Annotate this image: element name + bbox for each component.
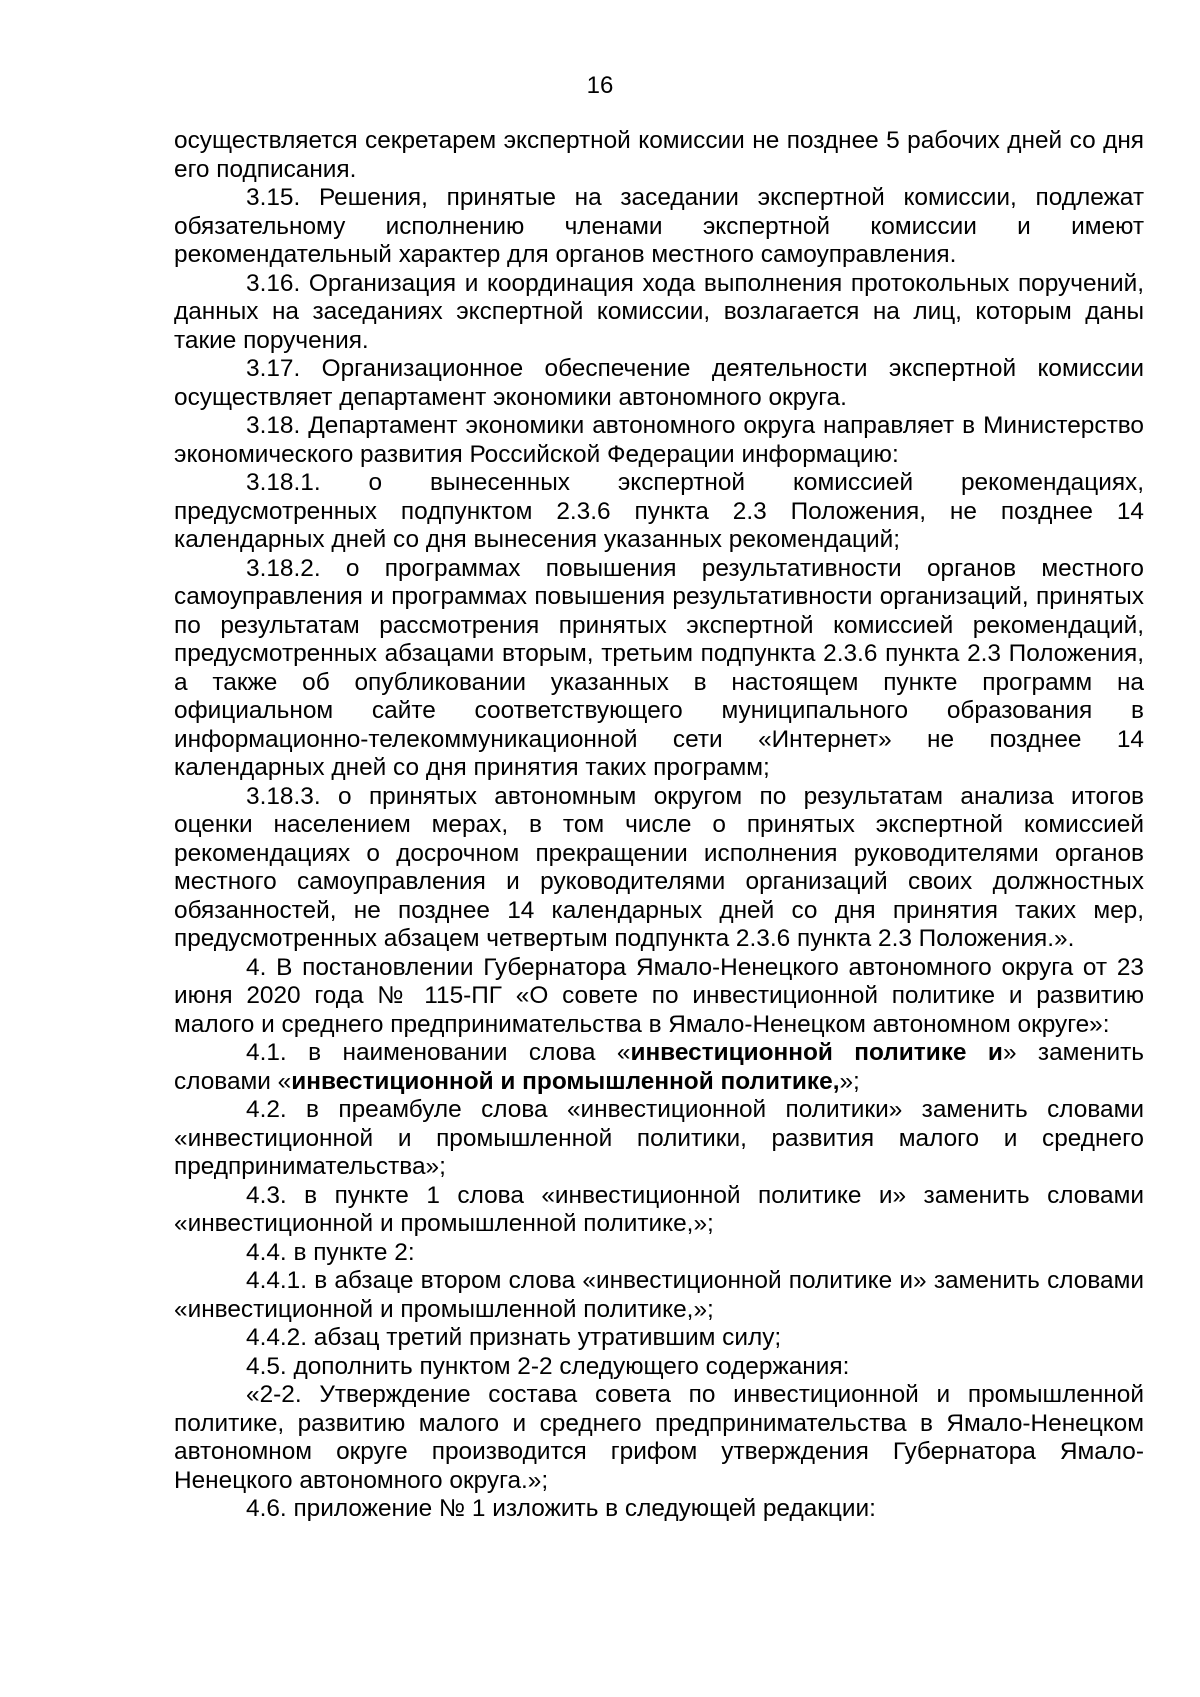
text-run: »; [839, 1067, 860, 1095]
paragraph-4-6: 4.6. приложение № 1 изложить в следующей редакции: [246, 1495, 876, 1522]
page-number: 16 [586, 72, 614, 99]
paragraph-4-2: 4.2. в преамбуле слова «инвестиционной политики» заменить словами «инвестиционной и промышленной политики, развития малого и среднего предпринимательства»; [174, 1096, 1144, 1180]
paragraph-3-18: 3.18. Департамент экономики автономного округа направляет в Министерство экономического развития Российской Федерации информацию: [174, 412, 1144, 468]
paragraph-3-16: 3.16. Организация и координация хода выполнения протокольных поручений, данных на заседаниях экспертной комиссии, возлагается на лиц, которым даны такие поручения. [174, 269, 1144, 354]
paragraph-3-18-3: 3.18.3. о принятых автономным округом по результатам анализа итогов оценки населением мерах, в том числе о принятых экспертной комиссией рекомендациях о досрочном прекращении исполнения руководителями органов местного самоуправления и руководителями организаций своих должностных обязанностей, не позднее 14 календарных дней со дня принятия таких мер, предусмотренных абзацем четвертым подпункта 2.3.6 пункта 2.3 Положения.». [174, 782, 1144, 952]
document-body [174, 127, 1144, 1524]
paragraph-4-1 [174, 1039, 1144, 1096]
paragraph-4-4-1: 4.4.1. в абзаце втором слова «инвестиционной политике и» заменить словами «инвестиционной и промышленной политике,»; [174, 1267, 1144, 1323]
paragraph-4-5: 4.5. дополнить пунктом 2-2 следующего содержания: [246, 1352, 850, 1380]
bold-text: инвестиционной и промышленной политике, [291, 1067, 840, 1095]
paragraph-3-15: 3.15. Решения, принятые на заседании экспертной комиссии, подлежат обязательному исполнению членами экспертной комиссии и имеют рекомендательный характер для органов местного самоуправления. [174, 184, 1144, 268]
paragraph-3-18-1: 3.18.1. о вынесенных экспертной комиссией рекомендациях, предусмотренных подпунктом 2.3.6 пункта 2.3 Положения, не позднее 14 календарных дней со дня вынесения указанных рекомендаций; [174, 469, 1144, 553]
paragraph-cont: осуществляется секретарем экспертной комиссии не позднее 5 рабочих дней со дня его подписания. [174, 127, 1144, 183]
paragraph-2-2: «2-2. Утверждение состава совета по инвестиционной и промышленной политике, развитию малого и среднего предпринимательства в Ямало-Ненецком автономном округе производится грифом утверждения Губернатора Ямало-Ненецкого автономного округа.»; [174, 1381, 1144, 1494]
paragraph-4-3: 4.3. в пункте 1 слова «инвестиционной политике и» заменить словами «инвестиционной и промышленной политике,»; [174, 1181, 1144, 1237]
paragraph-4-4: 4.4. в пункте 2: [246, 1238, 415, 1266]
text-run: » заменить словами « [174, 1039, 1144, 1095]
paragraph-3-18-2: 3.18.2. о программах повышения результативности органов местного самоуправления и программах повышения результативности организаций, принятых по результатам рассмотрения принятых экспертной комиссией рекомендаций, предусмотренных абзацами вторым, третьим подпункта 2.3.6 пункта 2.3 Положения, а также об опубликовании указанных в настоящем пункте программ на официальном сайте соответствующего муниципального образования в информационно-телекоммуникационной сети «Интернет» не позднее 14 календарных дней со дня принятия таких программ; [174, 554, 1144, 781]
paragraph-4: 4. В постановлении Губернатора Ямало-Ненецкого автономного округа от 23 июня 2020 года № 115-ПГ «О совете по инвестиционной политике и развитию малого и среднего предпринимательства в Ямало-Ненецком автономном округе»: [174, 953, 1144, 1038]
bold-text: инвестиционной политике и [630, 1039, 1003, 1066]
paragraph-4-4-2: 4.4.2. абзац третий признать утратившим силу; [246, 1324, 782, 1351]
paragraph-3-17: 3.17. Организационное обеспечение деятельности экспертной комиссии осуществляет департамент экономики автономного округа. [174, 355, 1144, 411]
text-run: 4.1. в наименовании слова « [246, 1039, 631, 1066]
